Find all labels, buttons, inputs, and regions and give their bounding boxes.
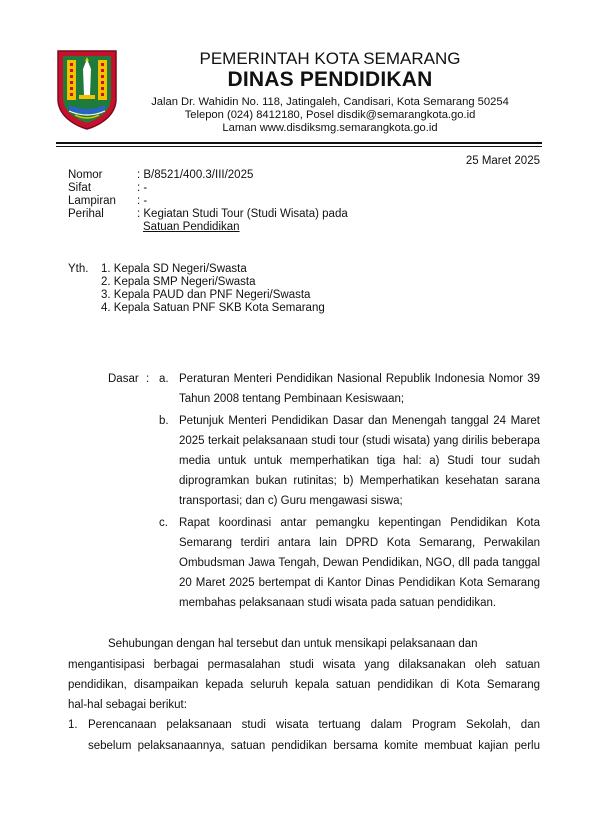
meta-value-lampiran: : - bbox=[137, 195, 148, 207]
website-line: Laman www.disdiksmg.semarangkota.go.id bbox=[222, 122, 438, 134]
meta-label-lampiran: Lampiran bbox=[68, 195, 116, 207]
letterhead-rule-thin bbox=[56, 146, 542, 147]
list-item-number: 1. bbox=[68, 719, 78, 731]
list-item-line: sebelum pelaksanaannya, satuan pendidikan bersama komite membuat kajian perlu bbox=[88, 740, 540, 752]
phone-email-line: Telepon (024) 8412180, Posel disdik@semarangkota.go.id bbox=[184, 109, 476, 121]
dasar-item-line: Peraturan Menteri Pendidikan Nasional Republik Indonesia Nomor 39 bbox=[179, 373, 540, 385]
recipient-item: 3. Kepala PAUD dan PNF Negeri/Swasta bbox=[101, 289, 311, 301]
dasar-colon: : bbox=[146, 373, 150, 385]
body-paragraph-line: mengantisipasi berbagai permasalahan studi wisata yang dilaksanakan oleh satuan bbox=[68, 659, 540, 671]
meta-value-perihal-line2: Satuan Pendidikan bbox=[143, 221, 240, 233]
meta-value-sifat: : - bbox=[137, 182, 148, 194]
recipient-item: 1. Kepala SD Negeri/Swasta bbox=[101, 263, 247, 275]
dasar-item-line: Petunjuk Menteri Pendidikan Dasar dan Menengah tanggal 24 Maret bbox=[179, 415, 540, 427]
department-name: DINAS PENDIDIKAN bbox=[227, 68, 433, 91]
dasar-item-line: transportasi; dan c) Guru mengawasi siswa; bbox=[179, 495, 403, 507]
body-paragraph-line: Sehubungan dengan hal tersebut dan untuk mensikapi pelaksanaan dan bbox=[108, 638, 478, 650]
dasar-item-line: diprogramkan bukan rutinitas; b) Memperhatikan kesehatan sarana bbox=[179, 475, 540, 487]
dasar-item-line: Semarang terdiri antara lain DPRD Kota Semarang, Perwakilan bbox=[179, 537, 540, 549]
body-paragraph-line: pendidikan, disampaikan kepada seluruh kepala satuan pendidikan di Kota Semarang bbox=[68, 679, 540, 691]
body-paragraph-line: hal-hal sebagai berikut: bbox=[68, 699, 187, 711]
list-item-line: Perencanaan pelaksanaan studi wisata tertuang dalam Program Sekolah, dan bbox=[88, 719, 540, 731]
dasar-item-line: Tahun 2008 tentang Pembinaan Kesiswaan; bbox=[179, 393, 405, 405]
letter-date: 25 Maret 2025 bbox=[465, 155, 540, 167]
meta-label-nomor: Nomor bbox=[68, 169, 103, 181]
dasar-item-line: membahas pelaksanaan studi wisata pada satuan pendidikan. bbox=[179, 597, 497, 609]
dasar-item-line: 2025 terkait pelaksanaan studi tour (studi wisata) yang dirilis beberapa bbox=[179, 435, 540, 447]
recipient-item: 4. Kepala Satuan PNF SKB Kota Semarang bbox=[101, 302, 325, 314]
address-line: Jalan Dr. Wahidin No. 118, Jatingaleh, Candisari, Kota Semarang 50254 bbox=[151, 96, 509, 108]
organization-name: PEMERINTAH KOTA SEMARANG bbox=[199, 49, 461, 68]
recipients-prefix: Yth. bbox=[68, 263, 89, 275]
dasar-item-line: media untuk untuk memperhatikan tiga hal: a) Studi tour sudah bbox=[179, 455, 540, 467]
dasar-item-letter: a. bbox=[159, 373, 169, 385]
dasar-item-line: 20 Maret 2025 bertempat di Kantor Dinas Pendidikan Kota Semarang bbox=[179, 577, 540, 589]
meta-label-sifat: Sifat bbox=[68, 182, 92, 194]
dasar-item-line: Ombudsman Jawa Tengah, Dewan Pendidikan, NGO, dll pada tanggal bbox=[179, 557, 540, 569]
meta-value-perihal: : Kegiatan Studi Tour (Studi Wisata) pada bbox=[137, 208, 348, 220]
meta-label-perihal: Perihal bbox=[68, 208, 104, 220]
semarang-city-emblem-icon bbox=[55, 49, 119, 131]
dasar-item-line: Rapat koordinasi antar pemangku kepentingan Pendidikan Kota bbox=[179, 517, 540, 529]
dasar-item-letter: b. bbox=[159, 415, 169, 427]
dasar-item-letter: c. bbox=[159, 517, 168, 529]
meta-value-nomor: : B/8521/400.3/III/2025 bbox=[137, 169, 254, 181]
dasar-label: Dasar bbox=[108, 373, 139, 385]
recipient-item: 2. Kepala SMP Negeri/Swasta bbox=[101, 276, 256, 288]
letterhead-rule-thick bbox=[56, 142, 542, 144]
